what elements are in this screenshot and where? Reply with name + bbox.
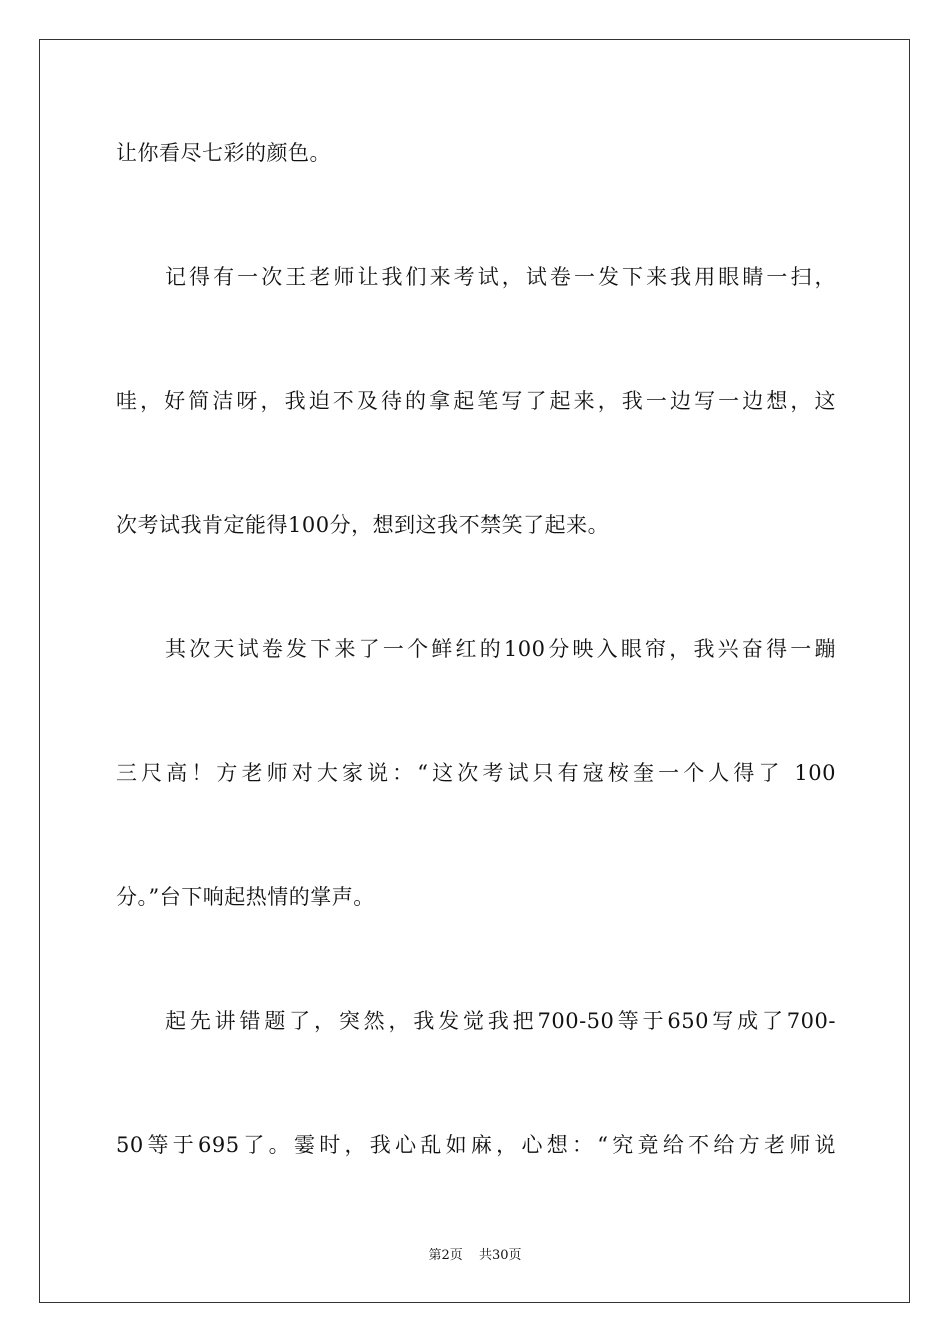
page-border <box>39 39 910 1303</box>
text-line-1: 让你看尽七彩的颜色。 <box>116 141 331 165</box>
text-line-4: 次考试我肯定能得100分，想到这我不禁笑了起来。 <box>116 513 610 537</box>
page-total: 共30页 <box>478 1248 522 1263</box>
text-line-5: 其次天试卷发下来了一个鲜红的100分映入眼帘，我兴奋得一蹦 <box>165 637 836 661</box>
text-line-3: 哇，好简洁呀，我迫不及待的拿起笔写了起来，我一边写一边想，这 <box>116 389 836 413</box>
page-footer <box>0 1247 950 1265</box>
text-line-2: 记得有一次王老师让我们来考试，试卷一发下来我用眼睛一扫， <box>165 265 836 289</box>
page-number: 第2页 <box>428 1248 463 1263</box>
text-line-7: 分。”台下响起热情的掌声。 <box>116 885 375 909</box>
text-line-6: 三尺高！方老师对大家说：“这次考试只有寇桉奎一个人得了 100 <box>116 761 836 785</box>
text-line-9: 50等于695了。霎时，我心乱如麻，心想：“究竟给不给方老师说 <box>116 1133 836 1157</box>
text-line-8: 起先讲错题了，突然，我发觉我把700-50等于650写成了700- <box>165 1009 836 1033</box>
